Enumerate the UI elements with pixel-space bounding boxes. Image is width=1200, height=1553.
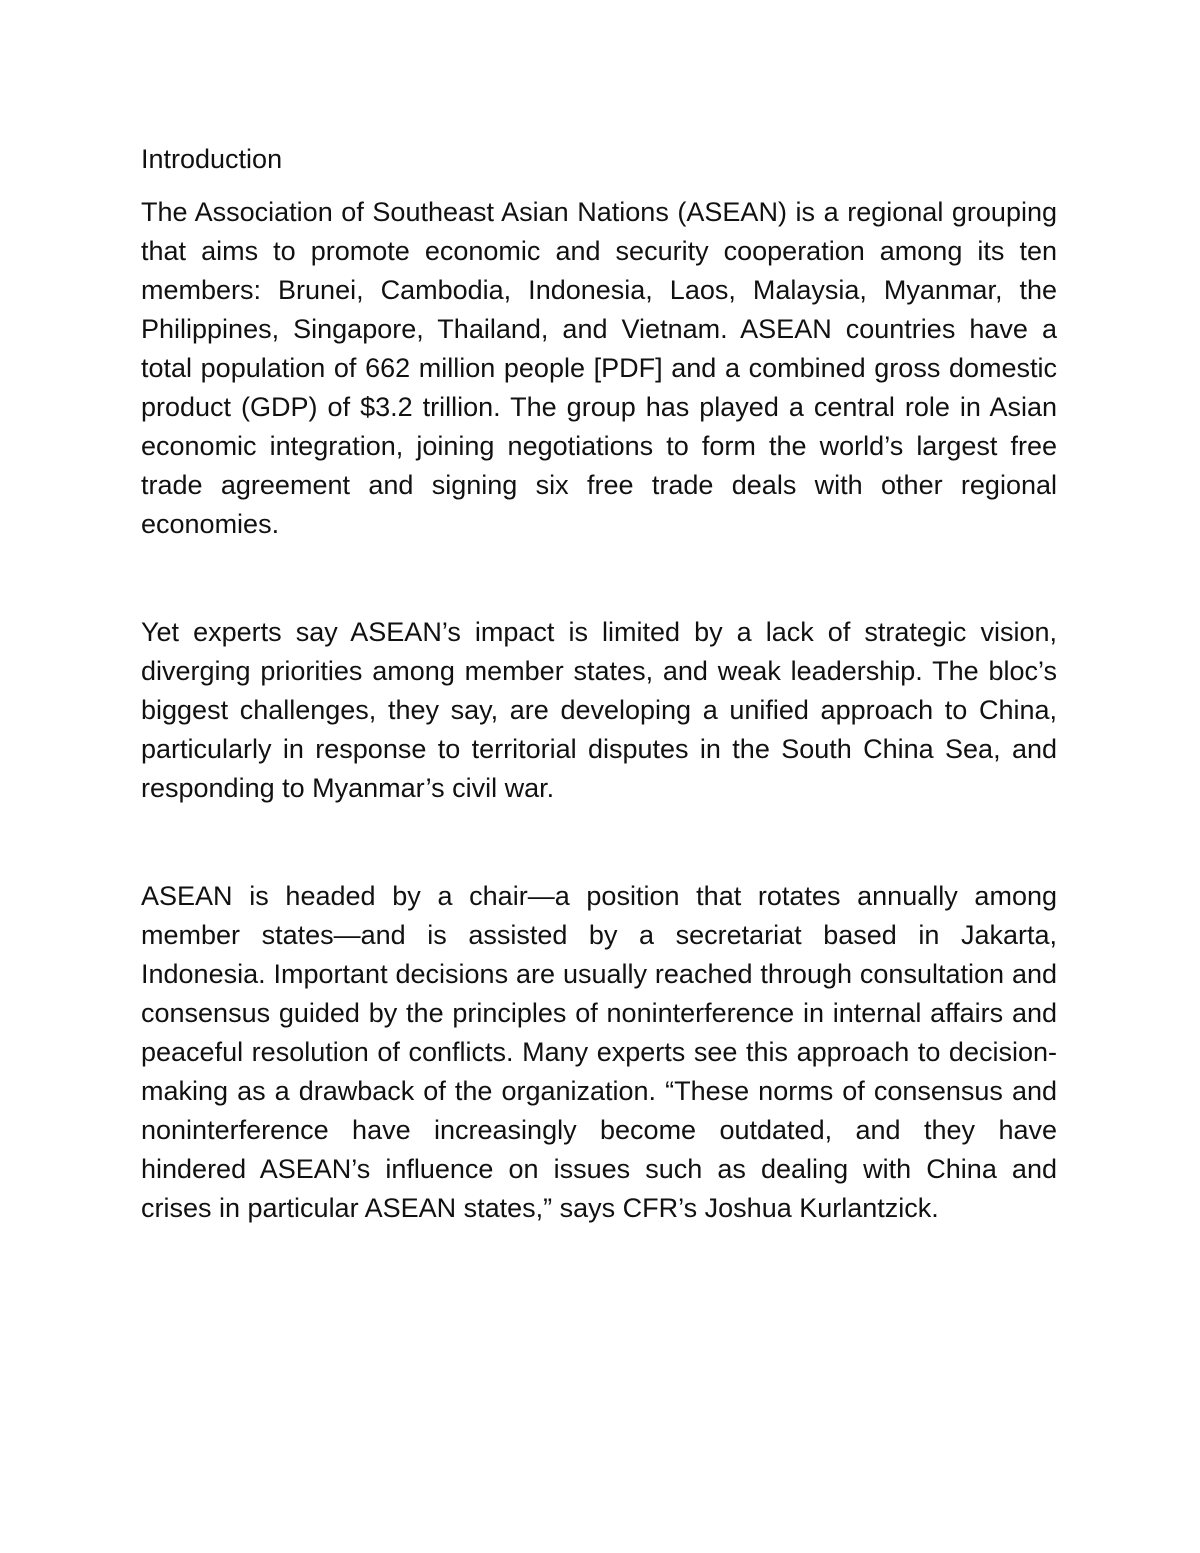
- paragraph-asean-governance: ASEAN is headed by a chair—a position that rotates annually among member states—and is assisted by a secretariat based in Jakarta, Indonesia. Important decisions are usually reached through consultation and consensus guided by the principles of noninterference in internal affairs and peaceful resolution of conflicts. Many experts see this approach to decision-making as a drawback of the organization. “These norms of consensus and noninterference have increasingly become outdated, and they have hindered ASEAN’s influence on issues such as dealing with China and crises in particular ASEAN states,” says CFR’s Joshua Kurlantzick.: [141, 881, 1057, 1223]
- paragraph-asean-overview: The Association of Southeast Asian Nations (ASEAN) is a regional grouping that aims to promote economic and security cooperation among its ten members: Brunei, Cambodia, Indonesia, Laos, Malaysia, Myanmar, the Philippines, Singapore, Thailand, and Vietnam. ASEAN countries have a total population of 662 million people [PDF] and a combined gross domestic product (GDP) of $3.2 trillion. The group has played a central role in Asian economic integration, joining negotiations to form the world’s largest free trade agreement and signing six free trade deals with other regional economies.: [141, 197, 1057, 539]
- document-page: [141, 140, 1057, 1228]
- paragraph-asean-challenges: Yet experts say ASEAN’s impact is limited by a lack of strategic vision, diverging priorities among member states, and weak leadership. The bloc’s biggest challenges, they say, are developing a unified approach to China, particularly in response to territorial disputes in the South China Sea, and responding to Myanmar’s civil war.: [141, 617, 1057, 803]
- section-heading: Introduction: [141, 144, 283, 174]
